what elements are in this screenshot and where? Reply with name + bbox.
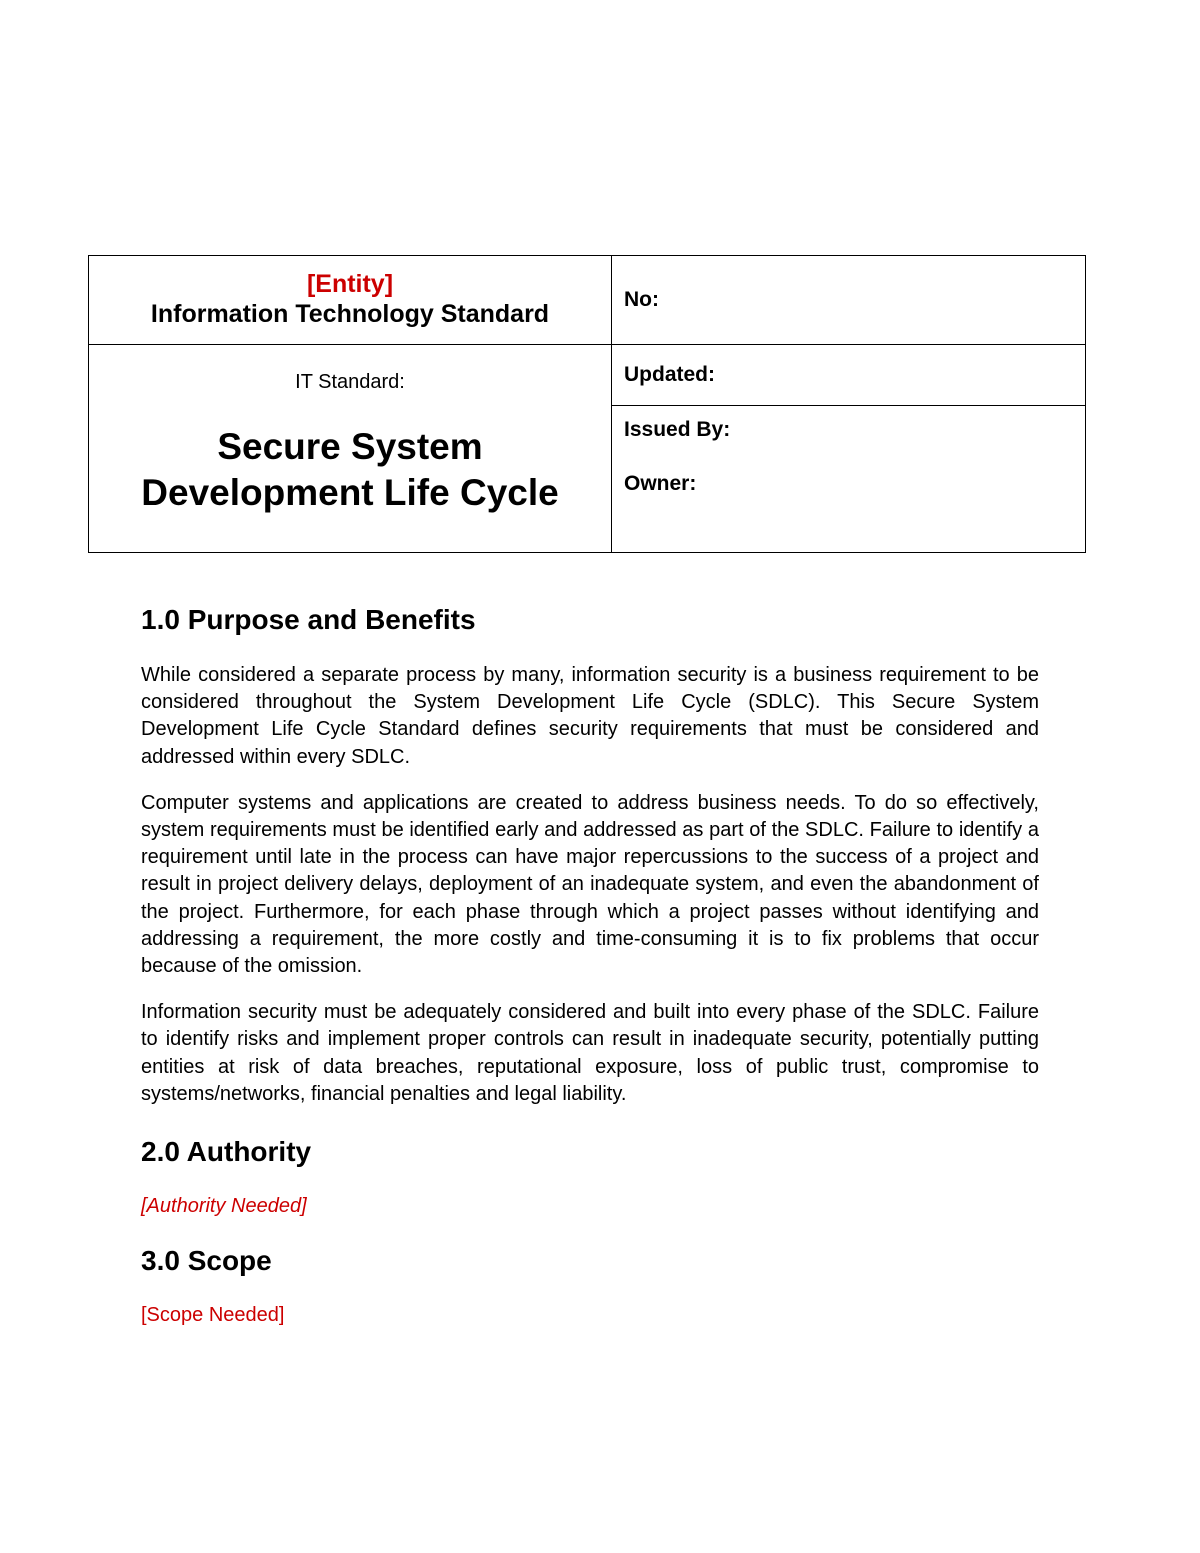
standard-label-colon: :	[399, 371, 405, 393]
purpose-paragraph-2: Computer systems and applications are created to address business needs. To do so effectively, system requirements must be identified early and addressed as part of the SDLC. Failure to identify a requirement until late in the process can have major repercussions to the success of a project and result in project delivery delays, deployment of an inadequate system, and even the abandonment of the project. Furthermore, for each phase through which a project passes without identifying and addressing a requirement, the more costly and time-consuming it is to fix problems that occur because of the omission.	[141, 791, 1039, 978]
document-type: Information Technology Standard	[150, 300, 550, 328]
number-cell	[612, 256, 1086, 345]
owner-label: Owner:	[624, 472, 697, 495]
entity-placeholder: [Entity]	[306, 270, 394, 298]
updated-cell	[612, 345, 1086, 406]
section-heading-scope: 3.0 Scope	[141, 1245, 272, 1277]
entity-cell	[89, 256, 612, 345]
title-line-2: Development Life Cycle	[141, 472, 559, 513]
document-header-table	[88, 255, 1086, 553]
purpose-paragraph-1: While considered a separate process by many, information security is a business requirement to be considered throughout the System Development Life Cycle (SDLC). This Secure System Development Life Cycle Standard defines security requirements that must be considered and addressed within every SDLC.	[141, 664, 1039, 768]
number-label: No:	[624, 288, 659, 311]
document-body	[141, 600, 1039, 1327]
standard-label: IT Standard	[295, 371, 400, 393]
authority-placeholder: [Authority Needed]	[141, 1195, 307, 1218]
document-title	[89, 424, 611, 516]
issued-owner-cell	[612, 406, 1086, 553]
section-heading-purpose: 1.0 Purpose and Benefits	[141, 604, 476, 635]
updated-label: Updated:	[624, 363, 715, 386]
standard-label-line	[89, 371, 611, 394]
title-line-1: Secure System	[217, 426, 483, 467]
scope-placeholder: [Scope Needed]	[141, 1304, 285, 1327]
issued-by-label: Issued By:	[624, 418, 731, 441]
section-heading-authority: 2.0 Authority	[141, 1136, 312, 1168]
purpose-paragraph-3: Information security must be adequately considered and built into every phase of the SDLC. Failure to identify risks and implement proper controls can result in inadequate security, potentially putting entities at risk of data breaches, reputational exposure, loss of public trust, compromise to systems/networks, financial penalties and legal liability.	[141, 1001, 1039, 1105]
title-cell	[89, 345, 612, 553]
